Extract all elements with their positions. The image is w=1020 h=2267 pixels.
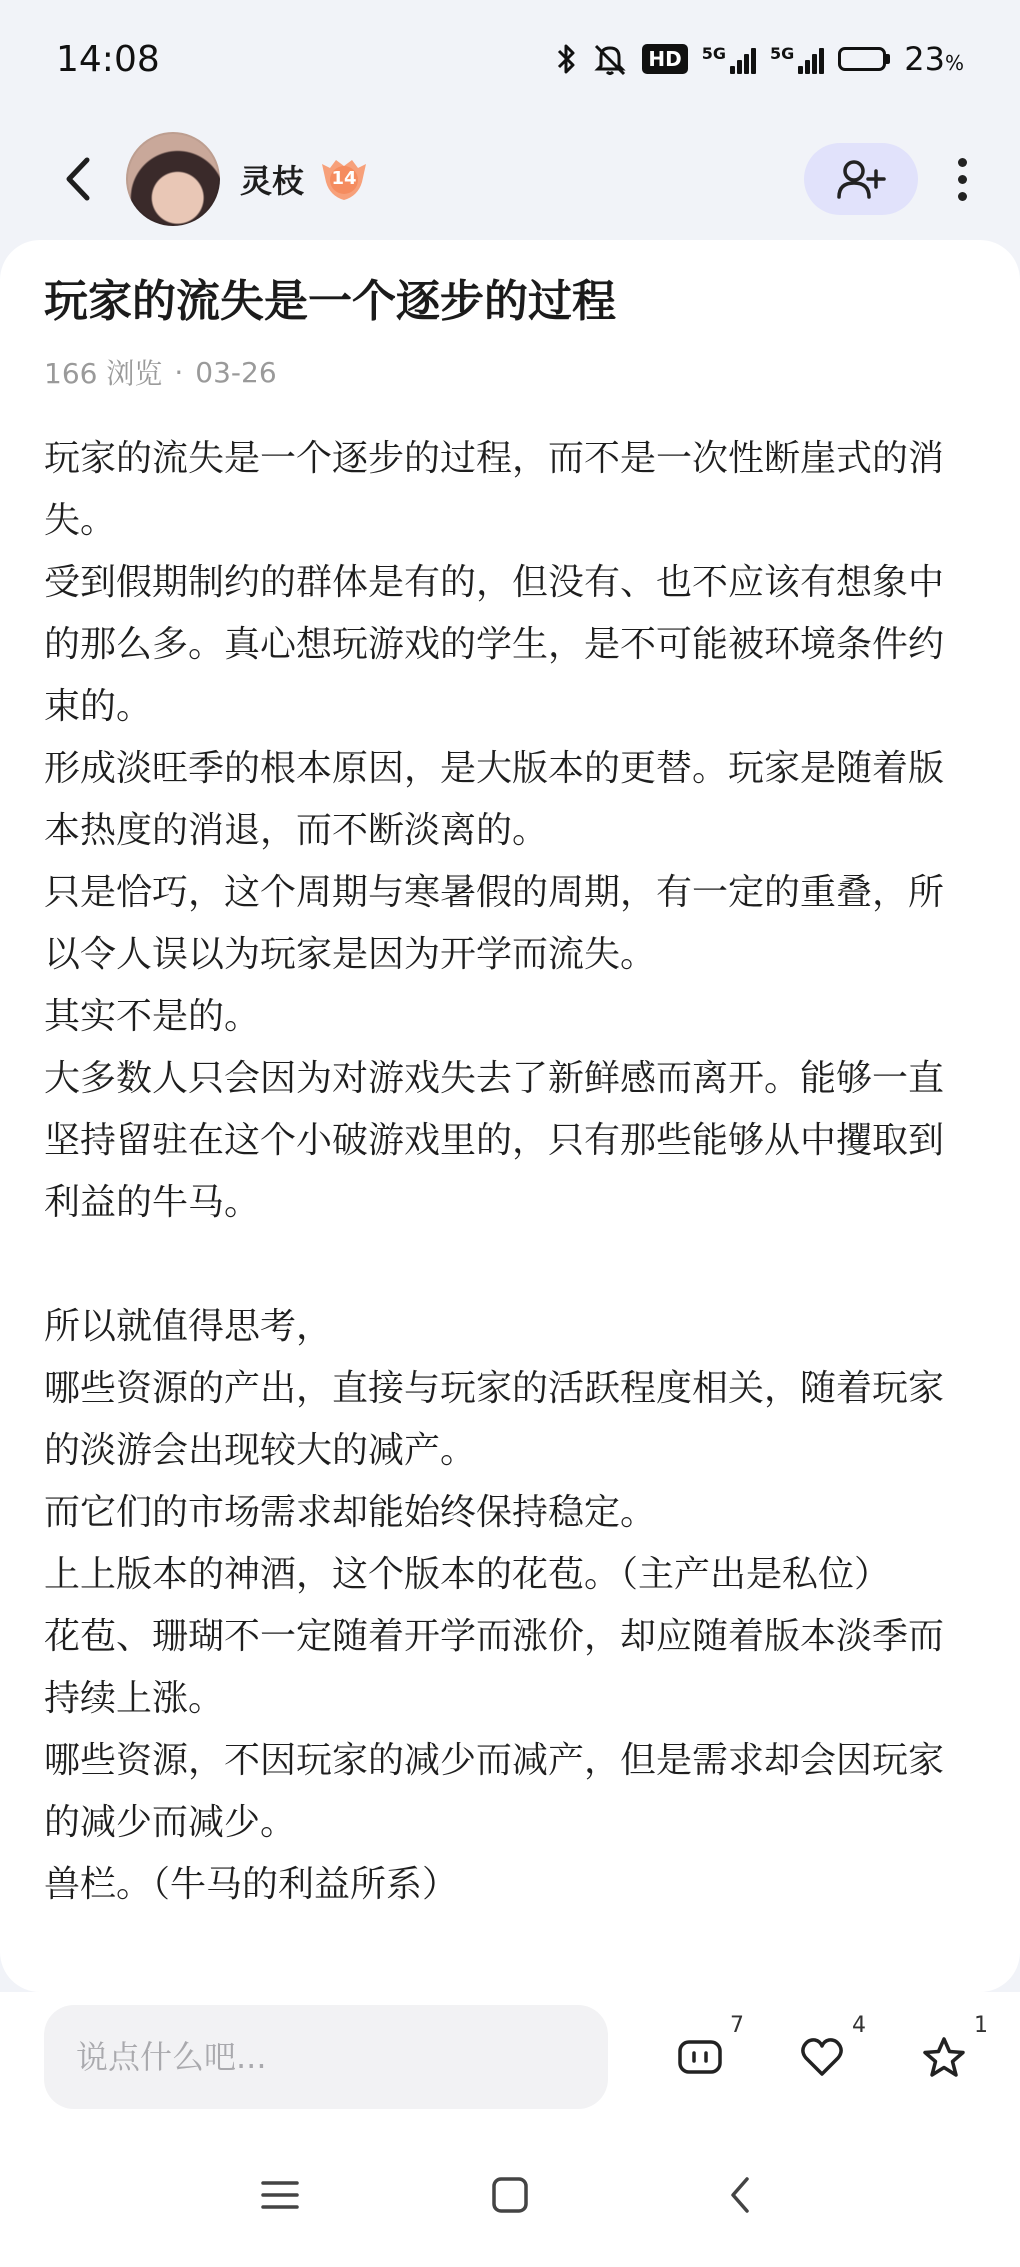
battery-percent: 23% xyxy=(904,40,964,78)
network-label-2: 5G xyxy=(770,44,795,63)
nav-home-button[interactable] xyxy=(480,2165,540,2225)
system-nav-bar xyxy=(0,2122,1020,2267)
vertical-dots-icon xyxy=(958,158,967,167)
paragraph: 所以就值得思考， xyxy=(44,1306,333,1347)
post-meta xyxy=(44,352,976,392)
menu-icon xyxy=(260,2177,300,2213)
paragraph: 只是恰巧，这个周期与寒暑假的周期，有一定的重叠，所以令人误以为玩家是因为开学而流失。 xyxy=(44,872,945,975)
meta-separator: · xyxy=(174,355,184,389)
nav-back-button[interactable] xyxy=(710,2165,770,2225)
mute-icon xyxy=(592,42,628,76)
back-icon xyxy=(725,2175,755,2215)
back-button[interactable] xyxy=(52,152,106,206)
comments-button[interactable] xyxy=(670,2013,744,2087)
comments-count: 7 xyxy=(730,2013,744,2038)
bluetooth-icon xyxy=(556,42,578,76)
blank-line xyxy=(44,1234,976,1296)
hd-badge: HD xyxy=(642,44,687,74)
likes-count: 4 xyxy=(852,2013,866,2038)
like-button[interactable] xyxy=(792,2013,866,2087)
comment-input[interactable] xyxy=(44,2005,608,2109)
action-bar xyxy=(0,1992,1020,2122)
post-card xyxy=(0,240,1020,1992)
post-body xyxy=(44,428,976,1916)
comment-icon xyxy=(677,2037,723,2077)
status-icons xyxy=(556,40,964,78)
status-bar xyxy=(0,0,1020,118)
square-icon xyxy=(491,2176,529,2214)
more-options-button[interactable] xyxy=(944,143,980,215)
paragraph: 兽栏。（牛马的利益所系） xyxy=(44,1864,459,1905)
heart-icon xyxy=(799,2036,845,2078)
paragraph: 大多数人只会因为对游戏失去了新鲜感而离开。能够一直坚持留驻在这个小破游戏里的，只有那些能够从中攫取到利益的牛马。 xyxy=(44,1058,945,1223)
chevron-left-icon xyxy=(59,154,99,204)
level-number: 14 xyxy=(331,168,357,189)
paragraph: 花苞、珊瑚不一定随着开学而涨价，却应随着版本淡季而持续上涨。 xyxy=(44,1616,945,1719)
paragraph: 形成淡旺季的根本原因，是大版本的更替。玩家是随着版本热度的消退，而不断淡离的。 xyxy=(44,748,945,851)
paragraph: 上上版本的神酒，这个版本的花苞。（主产出是私位） xyxy=(44,1554,891,1595)
username[interactable]: 灵枝 xyxy=(240,162,305,200)
paragraph: 哪些资源的产出，直接与玩家的活跃程度相关，随着玩家的淡游会出现较大的减产。 xyxy=(44,1368,945,1471)
status-time: 14:08 xyxy=(56,38,160,80)
view-count: 166 浏览 xyxy=(44,357,163,390)
signal-icon-2 xyxy=(770,44,824,74)
post-date: 03-26 xyxy=(195,355,277,389)
follow-button[interactable] xyxy=(804,143,918,215)
level-badge xyxy=(318,156,370,202)
battery-icon xyxy=(838,47,890,71)
add-user-icon xyxy=(836,157,886,201)
paragraph: 哪些资源，不因玩家的减少而减产，但是需求却会因玩家的减少而减少。 xyxy=(44,1740,945,1843)
paragraph: 其实不是的。 xyxy=(44,996,261,1037)
network-label: 5G xyxy=(701,44,726,63)
paragraph: 玩家的流失是一个逐步的过程，而不是一次性断崖式的消失。 xyxy=(44,438,945,541)
favorite-button[interactable] xyxy=(914,2013,988,2087)
paragraph: 而它们的市场需求却能始终保持稳定。 xyxy=(44,1492,657,1533)
post-header xyxy=(0,118,1020,240)
paragraph: 受到假期制约的群体是有的，但没有、也不应该有想象中的那么多。真心想玩游戏的学生，是不可能被环境条件约束的。 xyxy=(44,562,945,727)
avatar[interactable] xyxy=(126,132,220,226)
star-icon xyxy=(921,2035,967,2079)
post-title: 玩家的流失是一个逐步的过程 xyxy=(44,276,616,327)
signal-icon xyxy=(702,44,756,74)
favorites-count: 1 xyxy=(974,2013,988,2038)
nav-menu-button[interactable] xyxy=(250,2165,310,2225)
